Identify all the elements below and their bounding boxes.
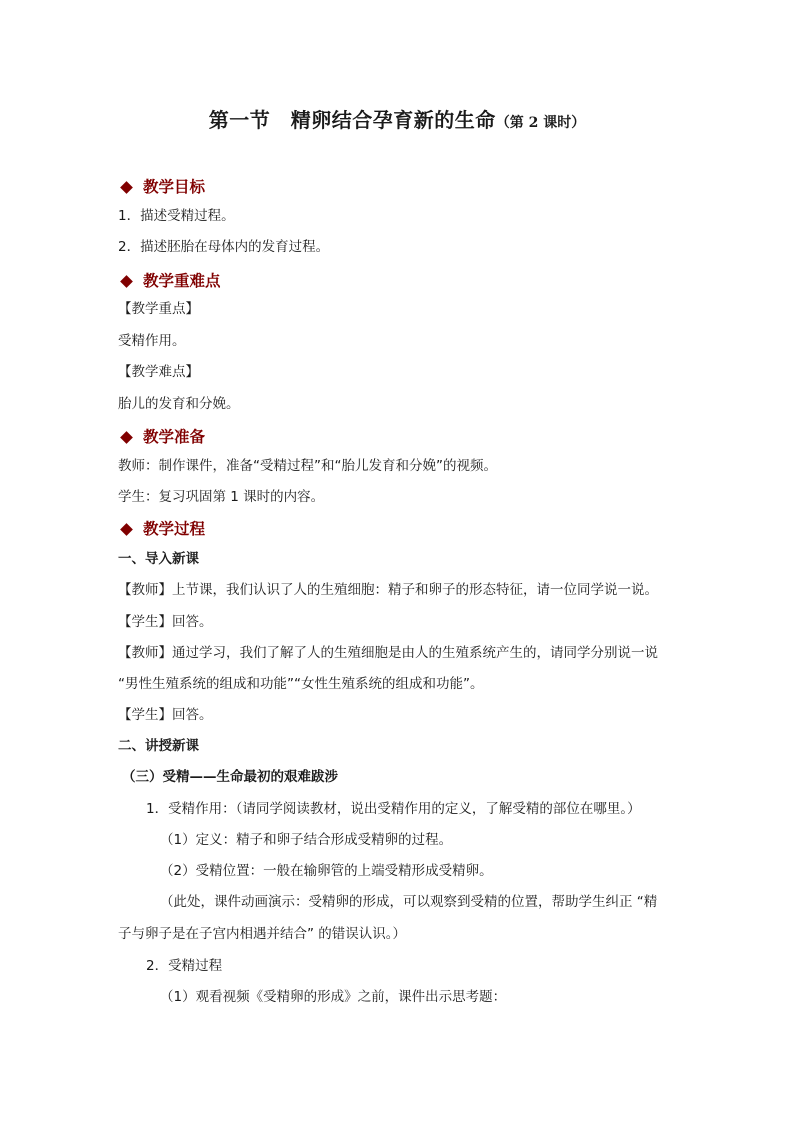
lesson-sub-point: （2）受精位置：一般在输卵管的上端受精形成受精卵。 (160, 863, 493, 879)
section-heading-process: 教学过程 (118, 517, 205, 539)
lesson-sub-point: （1）观看视频《受精卵的形成》之前，课件出示思考题： (160, 989, 507, 1005)
diamond-bullet-icon (120, 431, 133, 444)
process-paragraph: 【教师】通过学习，我们了解了人的生殖细胞是由人的生殖系统产生的，请同学分别说一说 (118, 645, 658, 661)
title-sub: （第 2 课时） (495, 115, 586, 131)
lesson-note-continued: 子与卵子是在子宫内相遇并结合” 的错误认识。） (118, 926, 407, 942)
preparation-student: 学生：复习巩固第 1 课时的内容。 (118, 489, 325, 505)
diamond-bullet-icon (120, 275, 133, 288)
lesson-sub-point: （1）定义：精子和卵子结合形成受精卵的过程。 (160, 832, 453, 848)
diamond-bullet-icon (120, 181, 133, 194)
lesson-point: 1．受精作用：（请同学阅读教材，说出受精作用的定义，了解受精的部位在哪里。） (146, 801, 641, 817)
section-heading-preparation: 教学准备 (118, 425, 205, 447)
process-paragraph: 【学生】回答。 (118, 614, 213, 630)
page-title (0, 104, 794, 133)
focus-text: 受精作用。 (118, 333, 186, 349)
lesson-point: 2．受精过程 (146, 958, 223, 974)
part-title-new-lesson: 二、讲授新课 (118, 738, 199, 754)
part-title-intro: 一、导入新课 (118, 551, 199, 567)
focus-label: 【教学重点】 (118, 301, 199, 317)
sub-section-title: （三）受精——生命最初的艰难跋涉 (122, 769, 338, 785)
process-paragraph-continued: “男性生殖系统的组成和功能”“女性生殖系统的组成和功能”。 (118, 676, 484, 692)
diamond-bullet-icon (120, 523, 133, 536)
preparation-teacher: 教师：制作课件，准备“受精过程”和“胎儿发育和分娩”的视频。 (118, 458, 497, 474)
title-main: 第一节 精卵结合孕育新的生命 (208, 108, 496, 132)
difficulty-label: 【教学难点】 (118, 364, 199, 380)
section-heading-key-points: 教学重难点 (118, 269, 221, 291)
section-heading-objectives: 教学目标 (118, 175, 205, 197)
lesson-note: （此处，课件动画演示：受精卵的形成，可以观察到受精的位置，帮助学生纠正 “精 (160, 894, 658, 910)
difficulty-text: 胎儿的发育和分娩。 (118, 396, 240, 412)
process-paragraph: 【教师】上节课，我们认识了人的生殖细胞：精子和卵子的形态特征，请一位同学说一说。 (118, 582, 658, 598)
objective-item-2: 2．描述胚胎在母体内的发育过程。 (118, 239, 330, 255)
process-paragraph: 【学生】回答。 (118, 707, 213, 723)
objective-item-1: 1．描述受精过程。 (118, 208, 235, 224)
